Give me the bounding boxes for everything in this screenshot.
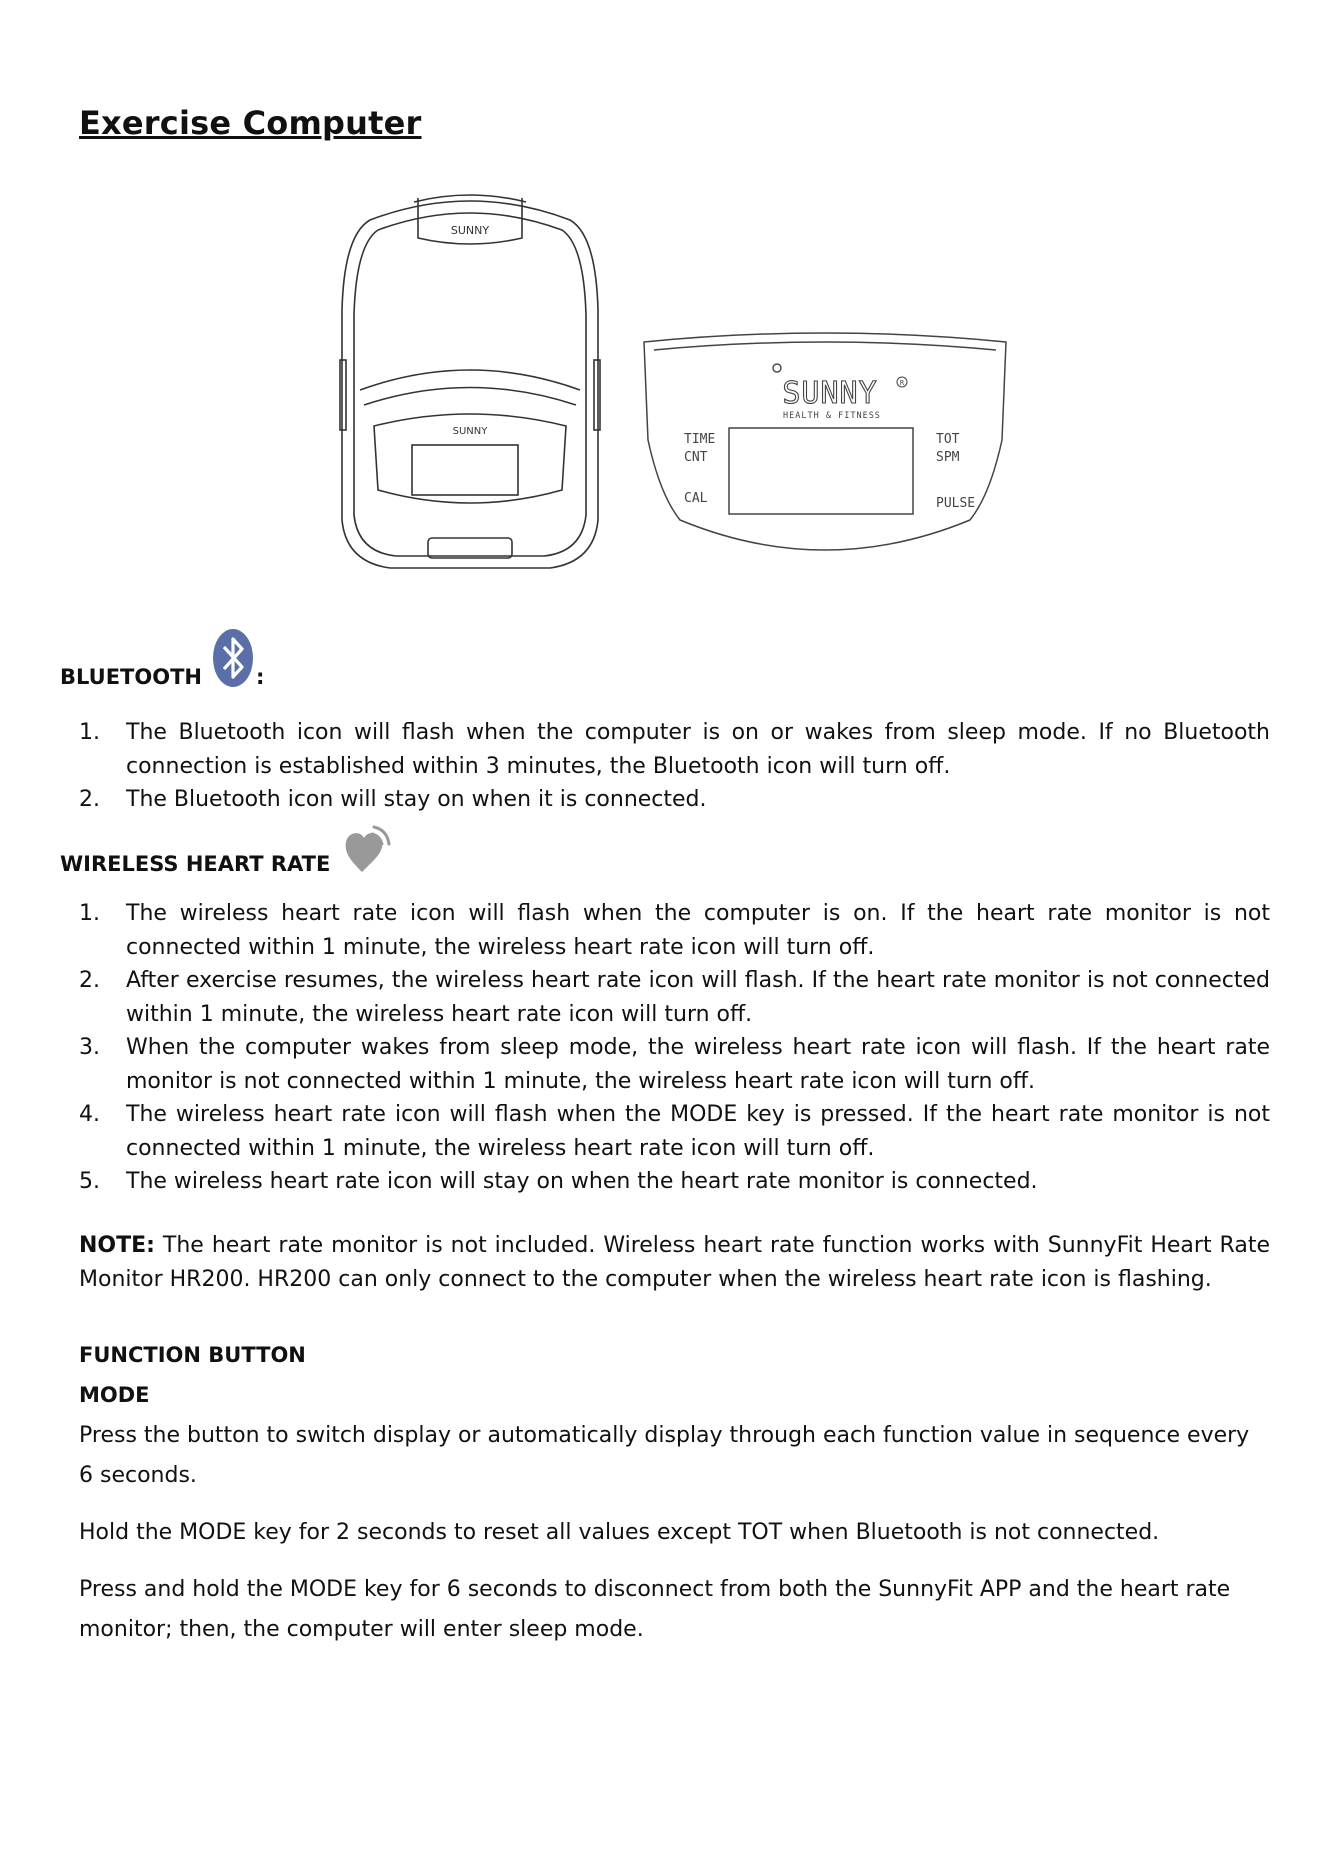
list-item: 4. The wireless heart rate icon will flash when the MODE key is pressed. If the heart rate monitor is not connected within 1 minute, the wireless heart rate icon will turn off.	[79, 1102, 1270, 1161]
list-item: 2. After exercise resumes, the wireless heart rate icon will flash. If the heart rate monitor is not connected within 1 minute, the wireless heart rate icon will turn off.	[79, 968, 1270, 1027]
page-title: Exercise Computer	[79, 104, 422, 142]
mode-heading: MODE	[79, 1383, 150, 1407]
note-label: NOTE:	[79, 1233, 155, 1258]
svg-text:R: R	[899, 379, 905, 387]
lcd-label-spm: SPM	[936, 450, 960, 465]
console-device-brand: SUNNY	[450, 224, 490, 237]
lcd-label-cal: CAL	[684, 491, 708, 506]
mode-paragraph-2: Hold the MODE key for 2 seconds to reset all values except TOT when Bluetooth is not connected.	[79, 1520, 1160, 1545]
console-device-drawing	[330, 190, 610, 575]
list-item: 2. The Bluetooth icon will stay on when it is connected.	[79, 787, 707, 812]
mode-paragraph-3: Press and hold the MODE key for 6 seconds to disconnect from both the SunnyFit APP and the heart rate monitor; then, the computer will enter sleep mode.	[79, 1577, 1231, 1642]
wireless-hr-heading	[60, 824, 398, 876]
wireless-hr-heading-text: WIRELESS HEART RATE	[60, 852, 331, 876]
wireless-heart-rate-icon	[342, 824, 398, 876]
lcd-panel-drawing	[640, 330, 1010, 565]
lcd-label-cnt: CNT	[684, 450, 708, 465]
console-panel-brand: SUNNY	[452, 426, 488, 437]
note-paragraph	[79, 1229, 1270, 1297]
list-item: 1. The Bluetooth icon will flash when the computer is on or wakes from sleep mode. If no Bluetooth connection is established within 3 minutes, the Bluetooth icon will turn off.	[79, 720, 1270, 779]
function-button-heading: FUNCTION BUTTON	[79, 1343, 306, 1367]
list-item: 3. When the computer wakes from sleep mode, the wireless heart rate icon will flash. If the heart rate monitor is not connected within 1 minute, the wireless heart rate icon will turn off.	[79, 1035, 1270, 1094]
bluetooth-list	[60, 716, 1270, 817]
bluetooth-heading-text: BLUETOOTH	[60, 665, 202, 689]
lcd-label-pulse: PULSE	[936, 496, 976, 511]
lcd-label-tot: TOT	[936, 432, 960, 447]
wireless-hr-list	[60, 897, 1270, 1199]
lcd-label-time: TIME	[684, 432, 716, 447]
lcd-brand-subtitle: HEALTH & FITNESS	[783, 411, 881, 421]
lcd-brand-logo: SUNNY	[782, 376, 878, 411]
mode-paragraph-1: Press the button to switch display or automatically display through each function value in sequence every 6 seconds.	[79, 1423, 1250, 1488]
bluetooth-icon	[210, 627, 256, 689]
list-item: 5. The wireless heart rate icon will stay on when the heart rate monitor is connected.	[79, 1169, 1038, 1194]
bluetooth-heading	[60, 627, 264, 689]
note-text: The heart rate monitor is not included. Wireless heart rate function works with SunnyFit Heart Rate Monitor HR200. HR200 can only connect to the computer when the wireless heart rate icon is flashing.	[79, 1233, 1270, 1292]
list-item: 1. The wireless heart rate icon will flash when the computer is on. If the heart rate monitor is not connected within 1 minute, the wireless heart rate icon will turn off.	[79, 901, 1270, 960]
bluetooth-heading-colon: :	[255, 665, 265, 689]
